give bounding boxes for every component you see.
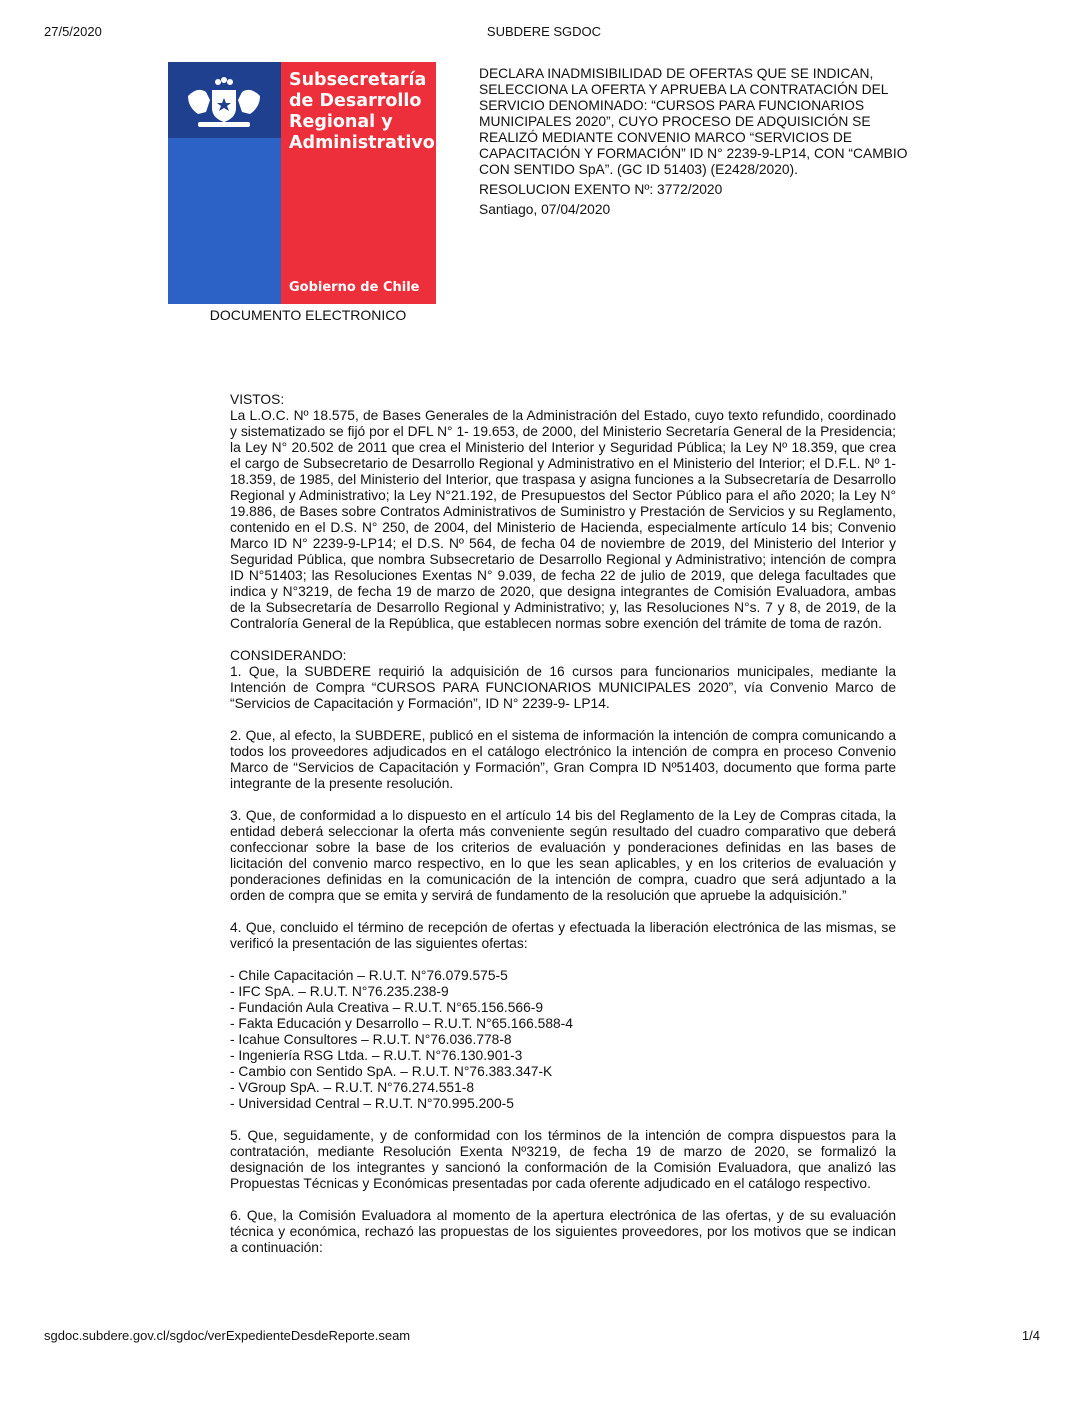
paragraph-6: 6. Que, la Comisión Evaluadora al momento de la apertura electrónica de las ofertas, y de su evaluación técnica y económica, rechazó las propuestas de los siguientes proveedores, por los motivos que se indican a continuación: [230,1208,896,1255]
list-item: - Fakta Educación y Desarrollo – R.U.T. N°65.166.588-4 [230,1016,573,1031]
electronic-document-label: DOCUMENTO ELECTRONICO [209,307,407,323]
declaration-block [479,66,909,218]
footer-url-link[interactable]: sgdoc.subdere.gov.cl/sgdoc/verExpedienteDesdeReporte.seam [44,1328,411,1343]
vistos-title: VISTOS: [230,392,285,407]
paragraph-1: 1. Que, la SUBDERE requirió la adquisición de 16 cursos para funcionarios municipales, mediante la Intención de Compra “CURSOS PARA FUNCIONARIOS MUNICIPALES 2020”, vía Convenio Marco de “Servicios de Capacitación y Formación”, ID N° 2239-9- LP14. [230,664,896,711]
coat-of-arms-icon [180,72,268,132]
list-item: - Cambio con Sentido SpA. – R.U.T. N°76.383.347-K [230,1064,553,1079]
print-date: 27/5/2020 [44,24,102,39]
list-item: - Ingeniería RSG Ltda. – R.U.T. N°76.130.901-3 [230,1048,523,1063]
declaration-text: DECLARA INADMISIBILIDAD DE OFERTAS QUE SE INDICAN, SELECCIONA LA OFERTA Y APRUEBA LA CONTRATACIÓN DEL SERVICIO DENOMINADO: “CURSOS PARA FUNCIONARIOS MUNICIPALES 2020”, CUYO PROCESO DE ADQUISICIÓN SE REALIZÓ MEDIANTE CONVENIO MARCO “SERVICIOS DE CAPACITACIÓN Y FORMACIÓN” ID N° 2239-9-LP14, CON “CAMBIO CON SENTIDO SpA”. (GC ID 51403) (E2428/2020). [479,66,908,177]
list-item: - Universidad Central – R.U.T. N°70.995.200-5 [230,1096,514,1111]
logo-blue-panel [168,62,281,304]
list-item: - VGroup SpA. – R.U.T. N°76.274.551-8 [230,1080,475,1095]
list-item: - IFC SpA. – R.U.T. N°76.235.238-9 [230,984,449,999]
considerando-title: CONSIDERANDO: [230,648,347,663]
resolution-number: RESOLUCION EXENTO Nº: 3772/2020 [479,182,723,197]
list-item: - Chile Capacitación – R.U.T. N°76.079.575-5 [230,968,508,983]
logo-government-label: Gobierno de Chile [289,280,420,295]
paragraph-5: 5. Que, seguidamente, y de conformidad con los términos de la intención de compra dispuestos para la contratación, mediante Resolución Exenta Nº3219, de fecha 19 de marzo de 2020, se formalizó la designación de los integrantes y sancionó la conformación de la Comisión Evaluadora, que analizó las Propuestas Técnicas y Económicas presentadas por cada oferente adjudicado en el catálogo respectivo. [230,1128,896,1191]
print-header-title: SUBDERE SGDOC [486,24,602,39]
logo-red-panel [281,62,436,304]
page-number: 1/4 [1021,1328,1040,1343]
paragraph-2: 2. Que, al efecto, la SUBDERE, publicó en el sistema de información la intención de compra comunicando a todos los proveedores adjudicados en el catálogo electrónico la intención de compra en proceso Convenio Marco de “Servicios de Capacitación y Formación”, Gran Compra ID Nº51403, documento que forma parte integrante de la presente resolución. [230,728,896,791]
paragraph-4: 4. Que, concluido el término de recepción de ofertas y efectuada la liberación electrónica de las mismas, se verificó la presentación de las siguientes ofertas: [230,920,896,951]
offers-list [230,968,896,1112]
list-item: - Icahue Consultores – R.U.T. N°76.036.778-8 [230,1032,512,1047]
subdere-logo [168,62,436,304]
logo-agency-name: Subsecretaría de Desarrollo Regional y Administrativo [289,70,435,153]
vistos-paragraph: La L.O.C. Nº 18.575, de Bases Generales de la Administración del Estado, cuyo texto refundido, coordinado y sistematizado se fijó por el DFL N° 1- 19.653, de 2000, del Ministerio Secretaría General de la Presidencia; la Ley N° 20.502 de 2011 que crea el Ministerio del Interior y Seguridad Pública; la Ley Nº 18.359, que crea el cargo de Subsecretario de Desarrollo Regional y Administrativo en el Ministerio del Interior; el D.F.L. Nº 1-18.359, de 1985, del Ministerio del Interior, que traspasa y asigna funciones a la Subsecretaría de Desarrollo Regional y Administrativo; la Ley N°21.192, de Presupuestos del Sector Público para el año 2020; la Ley N° 19.886, de Bases sobre Contratos Administrativos de Suministro y Prestación de Servicios y su Reglamento, contenido en el D.S. N° 250, de 2004, del Ministerio de Hacienda, especialmente artículo 14 bis; Convenio Marco ID N° 2239-9-LP14; el D.S. Nº 564, de fecha 04 de noviembre de 2019, del Ministerio del Interior y Seguridad Pública, que nombra Subsecretario de Desarrollo Regional y Administrativo; intención de compra ID N°51403; las Resoluciones Exentas N° 9.039, de fecha 22 de julio de 2019, que delega facultades que indica y N°3219, de fecha 19 de marzo de 2020, que designa integrantes de Comisión Evaluadora, ambas de la Subsecretaría de Desarrollo Regional y Administrativo; y, las Resoluciones N°s. 7 y 8, de 2019, de la Contraloría General de la República, que establecen normas sobre exención del trámite de toma de razón. [230,408,896,631]
list-item: - Fundación Aula Creativa – R.U.T. N°65.156.566-9 [230,1000,544,1015]
place-date: Santiago, 07/04/2020 [479,202,611,217]
resolution-body [230,392,896,1256]
paragraph-3: 3. Que, de conformidad a lo dispuesto en el artículo 14 bis del Reglamento de la Ley de Compras citada, la entidad deberá seleccionar la oferta más conveniente según resultado del cuadro comparativo que deberá confeccionar sobre la base de los criterios de evaluación y ponderaciones definidas en las bases de licitación del convenio marco respectivo, en lo que les sean aplicables, y en los criterios de evaluación y ponderaciones definidas en la comunicación de la intención de compra, cuadro que será adjuntado a la orden de compra que se emita y servirá de fundamento de la resolución que apruebe la adquisición.” [230,808,896,903]
